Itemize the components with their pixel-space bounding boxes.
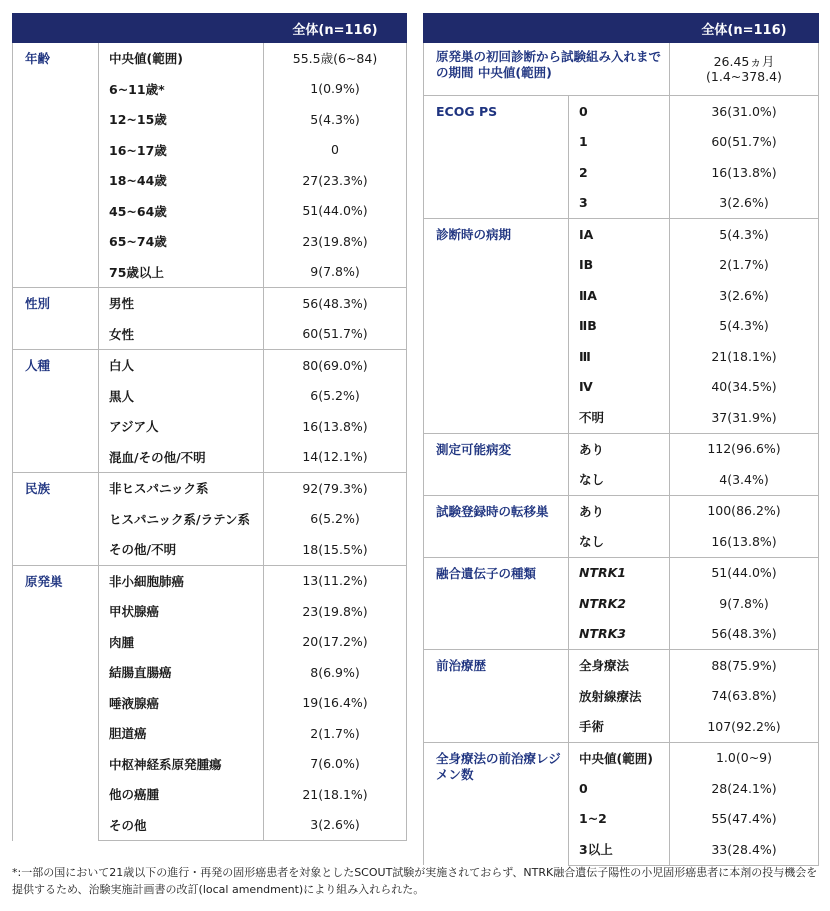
subcategory-label: 16~17歳	[99, 135, 264, 166]
value-cell: 7(6.0%)	[264, 749, 407, 780]
category-label: 民族	[13, 473, 99, 566]
value-cell: 8(6.9%)	[264, 657, 407, 688]
value-cell: 5(4.3%)	[670, 311, 819, 342]
subcategory-label: 0	[569, 773, 670, 804]
value-cell: 51(44.0%)	[264, 196, 407, 227]
subcategory-label: 2	[569, 157, 670, 188]
value-cell: 36(31.0%)	[670, 96, 819, 127]
value-cell: 37(31.9%)	[670, 402, 819, 433]
subcategory-label: 甲状腺癌	[99, 596, 264, 627]
subcategory-label: IB	[569, 250, 670, 281]
value-cell: 60(51.7%)	[264, 319, 407, 350]
subcategory-label: 結腸直腸癌	[99, 657, 264, 688]
right-characteristics-table	[423, 13, 819, 866]
table-row	[424, 219, 819, 250]
duration-label: 原発巣の初回診断から試験組み入れまでの期間 中央値(範囲)	[424, 43, 670, 96]
right-header-total: 全体(n=116)	[670, 14, 819, 43]
table-row	[424, 433, 819, 464]
value-cell: 1.0(0~9)	[670, 742, 819, 773]
subcategory-label: 12~15歳	[99, 104, 264, 135]
subcategory-label: 1	[569, 127, 670, 158]
table-row	[13, 43, 407, 74]
value-cell: 19(16.4%)	[264, 688, 407, 719]
subcategory-label: 非小細胞肺癌	[99, 565, 264, 596]
footnote: *:一部の国において21歳以下の進行・再発の固形癌患者を対象としたSCOUT試験が実施されておらず、NTRK融合遺伝子陽性の小児固形癌患者に本剤の投与機会を提供するため、治験実施計画書の改訂(local amendment)により組み入れられた。	[12, 866, 818, 896]
left-header-row	[13, 14, 407, 43]
subcategory-label: 3	[569, 188, 670, 219]
subcategory-label: 65~74歳	[99, 226, 264, 257]
category-label: 試験登録時の転移巣	[424, 495, 569, 557]
value-cell: 18(15.5%)	[264, 534, 407, 565]
subcategory-label: 75歳以上	[99, 257, 264, 288]
subcategory-label: 中央値(範囲)	[99, 43, 264, 74]
left-header-blank	[13, 14, 264, 43]
value-cell: 51(44.0%)	[670, 557, 819, 588]
value-cell: 1(0.9%)	[264, 74, 407, 105]
value-cell: 80(69.0%)	[264, 350, 407, 381]
value-cell: 9(7.8%)	[670, 588, 819, 619]
subcategory-label: あり	[569, 433, 670, 464]
subcategory-label: 非ヒスパニック系	[99, 473, 264, 504]
table-row	[424, 557, 819, 588]
left-characteristics-table	[12, 13, 407, 841]
subcategory-label: 他の癌腫	[99, 779, 264, 810]
category-label: ECOG PS	[424, 96, 569, 219]
value-cell: 55.5歳(6~84)	[264, 43, 407, 74]
value-cell: 3(2.6%)	[670, 188, 819, 219]
table-row	[424, 96, 819, 127]
value-cell: 23(19.8%)	[264, 226, 407, 257]
subcategory-label: 全身療法	[569, 650, 670, 681]
value-cell: 88(75.9%)	[670, 650, 819, 681]
subcategory-label: あり	[569, 495, 670, 526]
value-cell: 9(7.8%)	[264, 257, 407, 288]
subcategory-label: 唾液腺癌	[99, 688, 264, 719]
category-label: 年齢	[13, 43, 99, 288]
value-cell: 3(2.6%)	[670, 280, 819, 311]
value-cell: 21(18.1%)	[670, 341, 819, 372]
right-header-row	[424, 14, 819, 43]
table-row	[424, 742, 819, 773]
subcategory-label: 不明	[569, 402, 670, 433]
right-header-blank	[424, 14, 670, 43]
subcategory-label: ⅡB	[569, 311, 670, 342]
value-cell: 20(17.2%)	[264, 627, 407, 658]
table-row	[424, 650, 819, 681]
value-cell: 16(13.8%)	[264, 411, 407, 442]
value-cell: 5(4.3%)	[670, 219, 819, 250]
subcategory-label: Ⅳ	[569, 372, 670, 403]
value-cell: 16(13.8%)	[670, 526, 819, 557]
value-cell: 5(4.3%)	[264, 104, 407, 135]
value-cell: 40(34.5%)	[670, 372, 819, 403]
value-cell: 28(24.1%)	[670, 773, 819, 804]
subcategory-label: NTRK1	[569, 557, 670, 588]
subcategory-label: 白人	[99, 350, 264, 381]
category-label: 診断時の病期	[424, 219, 569, 434]
subcategory-label: アジア人	[99, 411, 264, 442]
value-cell: 56(48.3%)	[264, 288, 407, 319]
subcategory-label: なし	[569, 464, 670, 495]
category-label: 融合遺伝子の種類	[424, 557, 569, 650]
value-cell: 2(1.7%)	[670, 250, 819, 281]
subcategory-label: NTRK2	[569, 588, 670, 619]
subcategory-label: 手術	[569, 711, 670, 742]
subcategory-label: 肉腫	[99, 627, 264, 658]
subcategory-label: 黒人	[99, 381, 264, 412]
duration-value-main: 26.45ヵ月	[713, 54, 775, 69]
subcategory-label: その他/不明	[99, 534, 264, 565]
table-row	[13, 565, 407, 596]
value-cell: 0	[264, 135, 407, 166]
subcategory-label: 18~44歳	[99, 165, 264, 196]
value-cell: 100(86.2%)	[670, 495, 819, 526]
table-row	[424, 43, 819, 96]
subcategory-label: 混血/その他/不明	[99, 442, 264, 473]
subcategory-label: 45~64歳	[99, 196, 264, 227]
value-cell: 56(48.3%)	[670, 619, 819, 650]
value-cell: 21(18.1%)	[264, 779, 407, 810]
category-label: 前治療歴	[424, 650, 569, 743]
subcategory-label: 6~11歳*	[99, 74, 264, 105]
duration-value	[670, 43, 819, 96]
subcategory-label: なし	[569, 526, 670, 557]
category-label: 性別	[13, 288, 99, 350]
subcategory-label: ヒスパニック系/ラテン系	[99, 504, 264, 535]
value-cell: 112(96.6%)	[670, 433, 819, 464]
subcategory-label: NTRK3	[569, 619, 670, 650]
table-row	[13, 350, 407, 381]
value-cell: 4(3.4%)	[670, 464, 819, 495]
subcategory-label: 胆道癌	[99, 718, 264, 749]
category-label: 原発巣	[13, 565, 99, 841]
duration-value-range: (1.4~378.4)	[706, 69, 782, 84]
value-cell: 27(23.3%)	[264, 165, 407, 196]
category-label: 測定可能病変	[424, 433, 569, 495]
table-row	[13, 473, 407, 504]
subcategory-label: その他	[99, 810, 264, 841]
subcategory-label: 女性	[99, 319, 264, 350]
value-cell: 16(13.8%)	[670, 157, 819, 188]
category-label: 人種	[13, 350, 99, 473]
value-cell: 23(19.8%)	[264, 596, 407, 627]
value-cell: 6(5.2%)	[264, 504, 407, 535]
subcategory-label: ⅡA	[569, 280, 670, 311]
table-row	[13, 288, 407, 319]
left-header-total: 全体(n=116)	[264, 14, 407, 43]
value-cell: 3(2.6%)	[264, 810, 407, 841]
value-cell: 107(92.2%)	[670, 711, 819, 742]
subcategory-label: 中枢神経系原発腫瘍	[99, 749, 264, 780]
value-cell: 6(5.2%)	[264, 381, 407, 412]
right-table-body	[424, 43, 819, 866]
subcategory-label: 放射線療法	[569, 681, 670, 712]
subcategory-label: 1~2	[569, 804, 670, 835]
value-cell: 14(12.1%)	[264, 442, 407, 473]
subcategory-label: IA	[569, 219, 670, 250]
subcategory-label: 男性	[99, 288, 264, 319]
value-cell: 2(1.7%)	[264, 718, 407, 749]
value-cell: 74(63.8%)	[670, 681, 819, 712]
value-cell: 13(11.2%)	[264, 565, 407, 596]
subcategory-label: 中央値(範囲)	[569, 742, 670, 773]
value-cell: 92(79.3%)	[264, 473, 407, 504]
subcategory-label: 3以上	[569, 834, 670, 865]
value-cell: 55(47.4%)	[670, 804, 819, 835]
value-cell: 33(28.4%)	[670, 834, 819, 865]
category-label: 全身療法の前治療レジメン数	[424, 742, 569, 865]
subcategory-label: Ⅲ	[569, 341, 670, 372]
left-table-body	[13, 43, 407, 841]
subcategory-label: 0	[569, 96, 670, 127]
table-row	[424, 495, 819, 526]
value-cell: 60(51.7%)	[670, 127, 819, 158]
